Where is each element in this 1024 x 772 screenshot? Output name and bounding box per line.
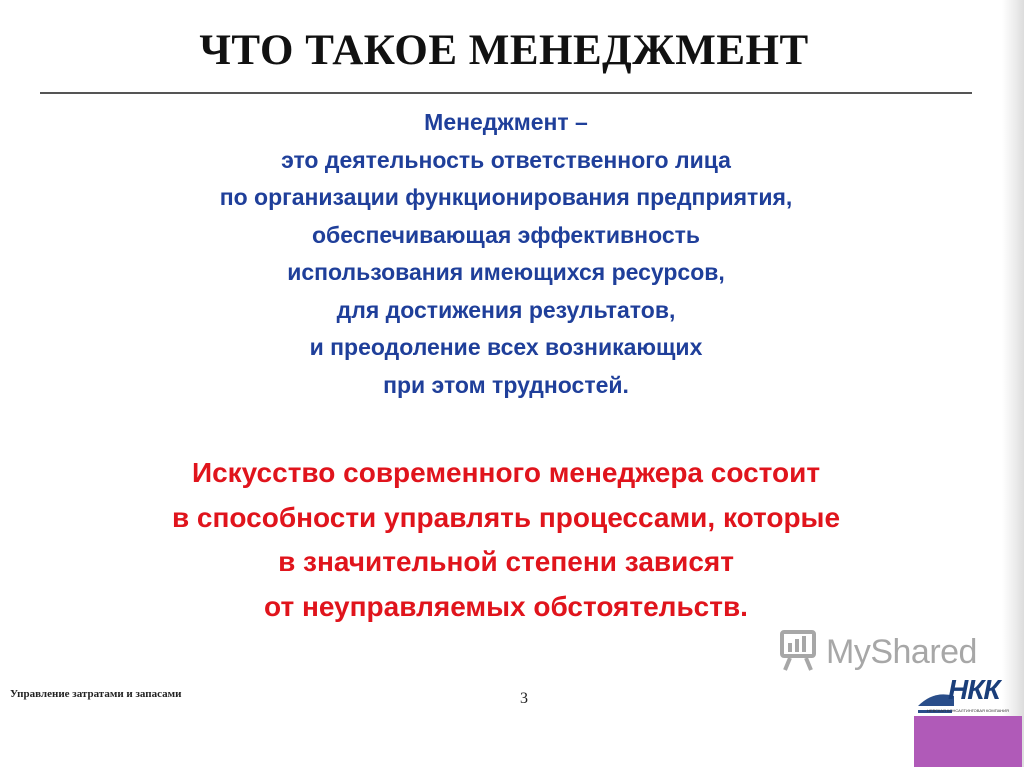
- presentation-board-icon: [778, 628, 818, 677]
- definition-line: использования имеющихся ресурсов,: [287, 259, 725, 285]
- definition-line: при этом трудностей.: [383, 371, 629, 398]
- logo-text: НКК: [948, 674, 1000, 705]
- slide-edge-shadow: [1002, 0, 1024, 767]
- art-statement-line: от неуправляемых обстоятельств.: [264, 590, 748, 622]
- art-statement-line: в способности управлять процессами, которые: [171, 501, 841, 533]
- definition-line: Менеджмент –: [424, 109, 588, 135]
- art-statement-line: Искусство современного менеджера состоит: [191, 457, 821, 488]
- art-statement-block: [60, 451, 952, 629]
- definition-block: [60, 104, 952, 404]
- definition-line: это деятельность ответственного лица: [281, 146, 731, 173]
- watermark-text: MyShared: [826, 632, 977, 671]
- title-divider: [40, 92, 972, 94]
- footer-course-title: Управление затратами и запасами: [10, 688, 182, 700]
- myshared-watermark: [778, 626, 988, 678]
- logo-tagline: НЕВСКАЯ КОНСАЛТИНГОВАЯ КОМПАНИЯ: [927, 708, 1009, 713]
- definition-line: и преодоление всех возникающих: [309, 334, 703, 360]
- art-statement-line: в значительной степени зависят: [278, 546, 734, 577]
- definition-line: обеспечивающая эффективность: [311, 221, 701, 248]
- page-number: 3: [520, 690, 528, 707]
- definition-line: для достижения результатов,: [336, 296, 676, 323]
- definition-line: по организации функционирования предприятия,: [219, 184, 793, 210]
- slide-title: ЧТО ТАКОЕ МЕНЕДЖМЕНТ: [199, 27, 809, 74]
